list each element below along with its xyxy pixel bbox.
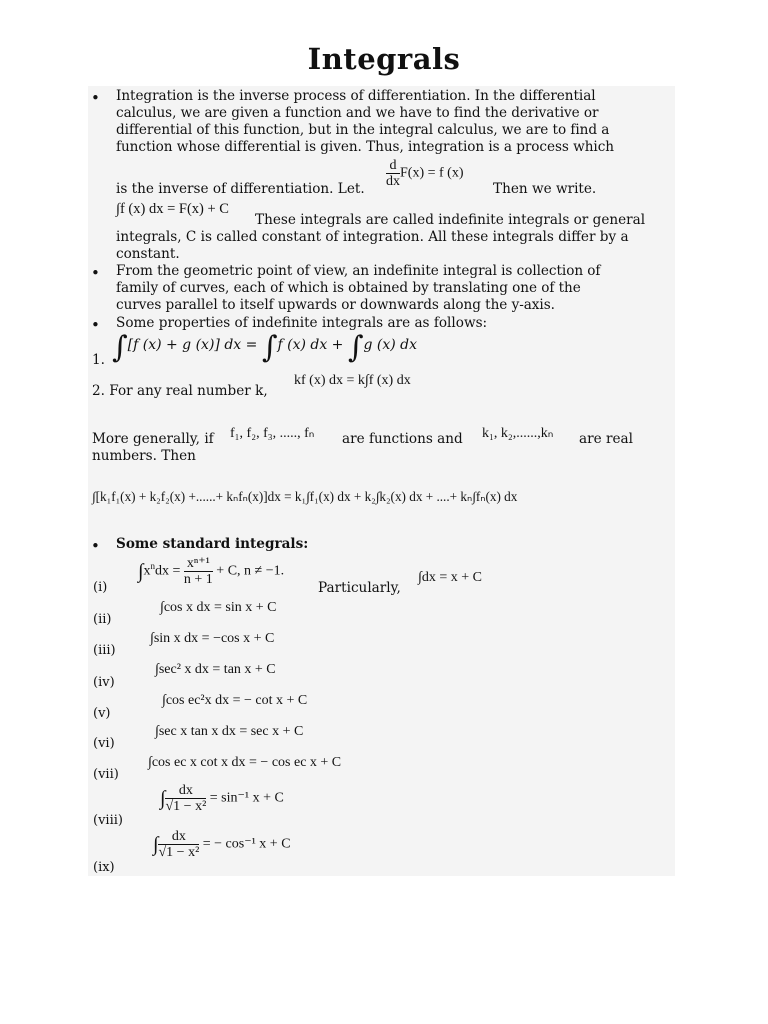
standard-label: (i) (93, 580, 108, 595)
para-line: differential of this function, but in the integral calculus, we are to find a (116, 122, 610, 138)
para-line: These integrals are called indefinite integrals or general (255, 212, 646, 228)
then-we-write: Then we write. (493, 181, 597, 197)
para-line: curves parallel to itself upwards or downwards along the y-axis. (116, 297, 555, 313)
function-list: f₁, f₂, f₃, ....., fₙ (230, 426, 315, 441)
standard-label: (iii) (93, 643, 116, 658)
para-line: family of curves, each of which is obtained by translating one of the (116, 280, 581, 296)
para-line: From the geometric point of view, an indefinite integral is collection of (116, 263, 601, 279)
particularly-text: Particularly, (318, 580, 401, 596)
bullet-4: • (91, 537, 100, 555)
standard-integral-ix: ∫ $\frac{dx}{\text{√1 − x²}}$ = − cos⁻¹ x + C (153, 829, 291, 860)
page-title: Integrals (307, 42, 461, 76)
standard-label: (vi) (93, 736, 115, 751)
para-line: constant. (116, 246, 180, 262)
para-line: is the inverse of differentiation. Let. (116, 181, 365, 197)
frac-dx-num: dx (165, 783, 206, 799)
integral-sign: ∫ (347, 330, 364, 365)
properties-intro: Some properties of indefinite integrals are as follows: (116, 315, 488, 331)
deriv-den: dx (386, 174, 400, 189)
generally-text: More generally, if (92, 431, 214, 447)
integral-sign: ∫ (112, 330, 128, 365)
general-linearity-equation: ∫[k₁f₁(x) + k₂f₂(x) +......+ kₙfₙ(x)]dx = k₁∫f₁(x) dx + k₂∫k₂(x) dx + ....+ kₙ∫fₙ(x) dx (92, 489, 518, 504)
standard-integral-i: $\int x^ndx$ = $\frac{\text{xⁿ⁺¹}}{n + 1}$ + C, n ≠ −1. (138, 556, 285, 587)
bullet-1: • (91, 89, 100, 107)
derivative-expression (386, 158, 464, 189)
property-1-equation (112, 330, 417, 365)
generally-text-3: are real (579, 431, 633, 447)
bullet-2: • (91, 264, 100, 282)
prop1-part3: g (x) dx (363, 337, 418, 353)
paragraph-geometric (116, 263, 676, 314)
para-line: integrals, C is called constant of integration. All these integrals differ by a (116, 229, 629, 245)
indefinite-integral-equation: ∫f (x) dx = F(x) + C (116, 201, 229, 217)
generally-text-4: numbers. Then (92, 448, 196, 464)
paragraph-integration-intro (116, 88, 676, 156)
frac-dx-den: √1 − x² (165, 799, 207, 814)
standard-integrals-heading: Some standard integrals: (116, 536, 309, 552)
standard-label: (ii) (93, 612, 112, 627)
standard-eq-viii: = sin⁻¹ x + C (209, 790, 284, 806)
para-line: Integration is the inverse process of differentiation. In the differential (116, 88, 596, 104)
particularly-equation: ∫dx = x + C (418, 570, 482, 585)
para-line: function whose differential is given. Thus, integration is a process which (116, 139, 614, 155)
frac-dx-num: dx (158, 829, 199, 845)
standard-eq-ix: = − cos⁻¹ x + C (202, 836, 291, 852)
standard-label: (ix) (93, 860, 115, 875)
para-line: calculus, we are given a function and we have to find the derivative or (116, 105, 599, 121)
prop1-part1: [f (x) + g (x)] dx = (127, 337, 262, 353)
standard-integral-viii: ∫ $\frac{dx}{\text{√1 − x²}}$ = sin⁻¹ x + C (160, 783, 284, 814)
integral-sign: ∫ (261, 330, 278, 365)
frac-dx-den: √1 − x² (158, 845, 200, 860)
bullet-3: • (91, 316, 100, 334)
standard-label: (vii) (93, 767, 119, 782)
frac-i-num: xⁿ⁺¹ (184, 556, 213, 572)
standard-integral-iii: ∫sin x dx = −cos x + C (150, 631, 275, 646)
prop1-part2: f (x) dx + (277, 337, 348, 353)
standard-label: (v) (93, 706, 111, 721)
deriv-num: d (386, 158, 400, 174)
generally-text-2: are functions and (342, 431, 463, 447)
standard-integral-vii: ∫cos ec x cot x dx = − cos ec x + C (148, 755, 342, 770)
standard-label: (iv) (93, 675, 115, 690)
standard-integral-v: ∫cos ec²x dx = − cot x + C (162, 693, 308, 708)
standard-integral-iv: ∫sec² x dx = tan x + C (155, 662, 276, 677)
property-2-equation: kf (x) dx = k∫f (x) dx (294, 373, 411, 388)
deriv-rest: F(x) = f (x) (400, 165, 464, 181)
property-1-number: 1. (92, 352, 105, 368)
standard-integral-ii: ∫cos x dx = sin x + C (160, 600, 277, 615)
frac-i-den: n + 1 (183, 572, 213, 587)
standard-label: (viii) (93, 813, 123, 828)
constant-list: k₁, k₂,......,kₙ (482, 426, 554, 441)
property-2-text: 2. For any real number k, (92, 383, 268, 399)
standard-integral-vi: ∫sec x tan x dx = sec x + C (155, 724, 304, 739)
